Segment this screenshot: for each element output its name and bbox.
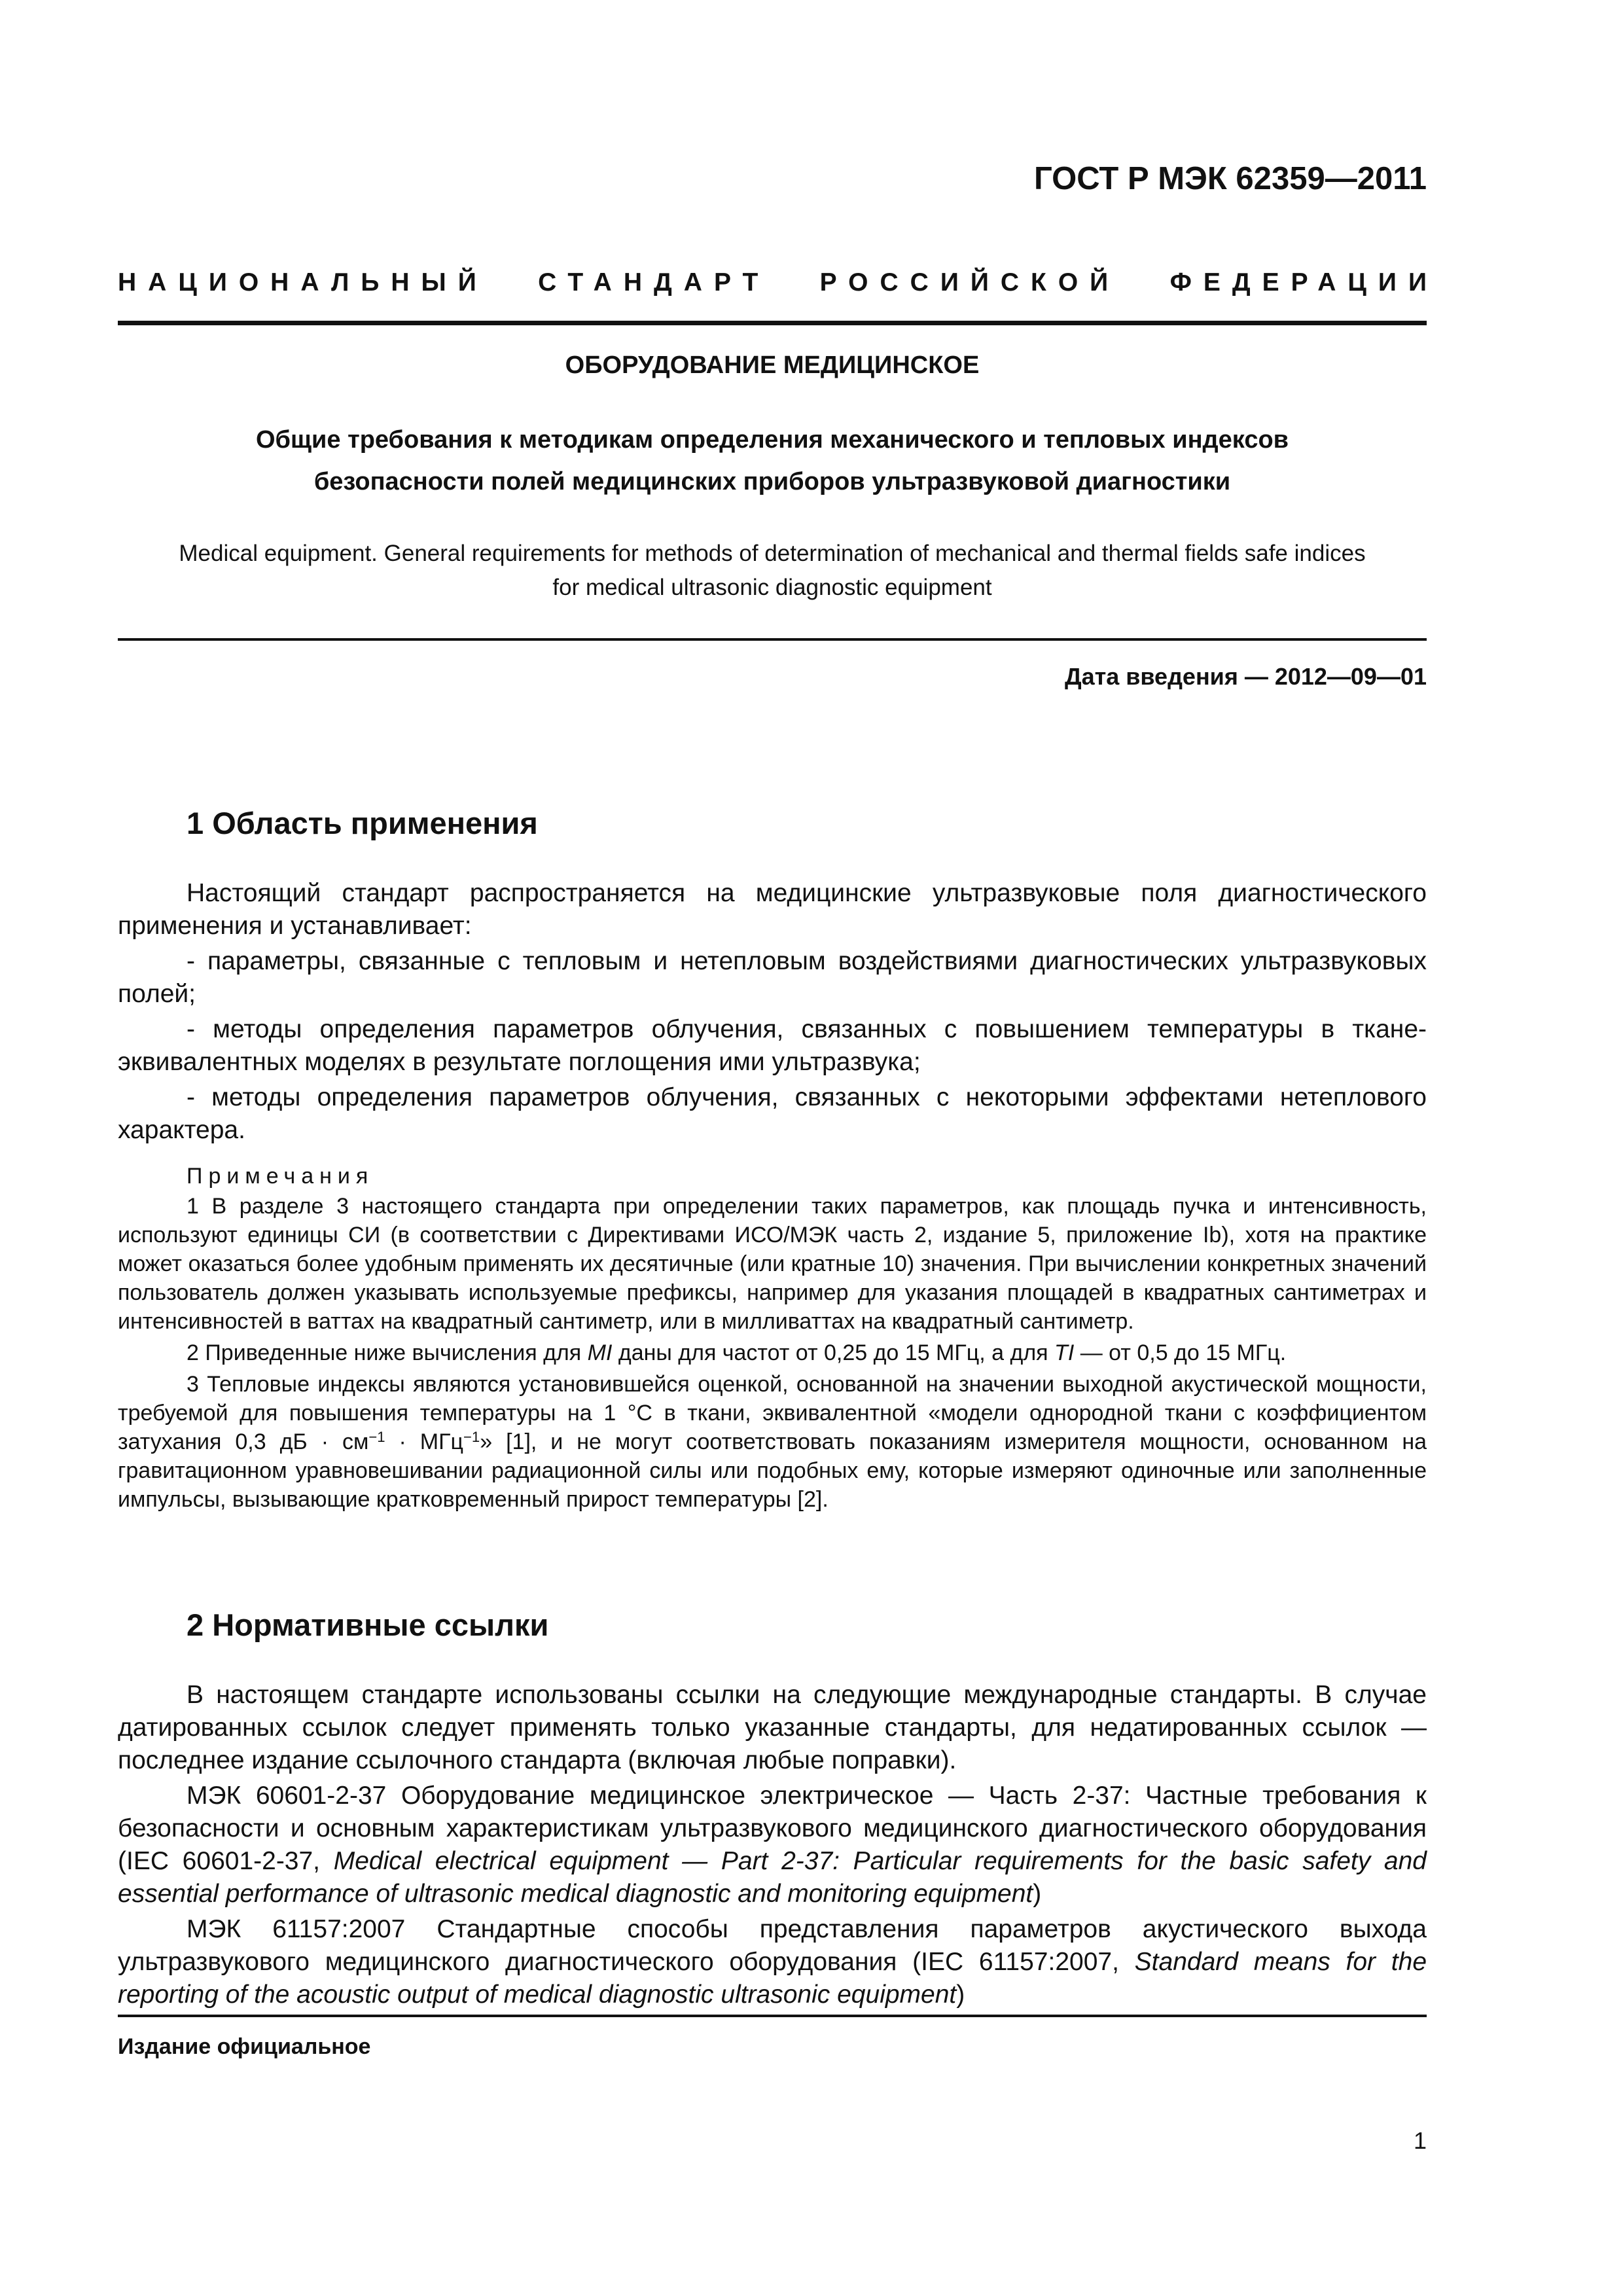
reference-1 bbox=[118, 1780, 1427, 1910]
national-standard-banner bbox=[118, 268, 1438, 297]
english-title-line: for medical ultrasonic diagnostic equipment bbox=[552, 575, 992, 600]
reference-text: МЭК 60601-2-37 Оборудование медицинское электрическое — Часть 2-37: Частные требования к безопасности и основным характеристикам ультразвукового медицинского диагностического оборудования (IEC 60601-2-37, bbox=[118, 1782, 1427, 1875]
section-2-body bbox=[118, 1679, 1427, 2014]
section-2-heading: 2 Нормативные ссылки bbox=[187, 1607, 549, 1642]
banner-word: НАЦИОНАЛЬНЫЙ bbox=[118, 268, 488, 296]
reference-text: ) bbox=[956, 1981, 965, 2009]
section-1-notes bbox=[118, 1162, 1427, 1516]
superscript: −1 bbox=[368, 1428, 385, 1445]
subtitle-line: Общие требования к методикам определения механического и тепловых индексов bbox=[255, 426, 1289, 454]
english-title bbox=[118, 537, 1427, 605]
note-term: TI bbox=[1054, 1340, 1075, 1365]
official-edition-label: Издание официальное bbox=[118, 2034, 371, 2059]
paragraph: Настоящий стандарт распространяется на медицинские ультразвуковые поля диагностического применения и устанавливает: bbox=[118, 879, 1427, 940]
title-divider bbox=[118, 638, 1427, 641]
notes-label: Примечания bbox=[187, 1164, 374, 1189]
reference-text: МЭК 61157:2007 Стандартные способы представления параметров акустического выхода ультразвукового медицинского диагностического оборудования (IEC 61157:2007, bbox=[118, 1915, 1427, 1976]
note-text: даны для частот от 0,25 до 15 МГц, а для bbox=[612, 1340, 1055, 1365]
document-subtitle bbox=[118, 419, 1427, 503]
note-3 bbox=[118, 1370, 1427, 1514]
note-term: MI bbox=[587, 1340, 613, 1365]
banner-word: РОССИЙСКОЙ bbox=[819, 268, 1120, 296]
english-title-line: Medical equipment. General requirements for methods of determination of mechanical and thermal fields safe indices bbox=[179, 541, 1366, 566]
footer-divider bbox=[118, 2015, 1427, 2017]
paragraph: - параметры, связанные с тепловым и нетепловым воздействиями диагностических ультразвуковых полей; bbox=[118, 947, 1427, 1008]
reference-english-title: Standard means for the reporting of the acoustic output of medical diagnostic ultrasonic equipment bbox=[118, 1948, 1427, 2009]
paragraph: - методы определения параметров облучения, связанных с некоторыми эффектами нетеплового характера. bbox=[118, 1083, 1427, 1144]
superscript: −1 bbox=[463, 1428, 480, 1445]
reference-english-title: Medical electrical equipment — Part 2-37: Particular requirements for the basic safety and essential performance of ultrasonic medical diagnostic and monitoring equipment bbox=[118, 1847, 1427, 1908]
note-text: » [1], и не могут соответствовать показаниям измерителя мощности, основанном на гравитационном уравновешивании радиационной силы или подобных ему, которые измеряют одиночные или заполненные импульсы, вызывающие кратковременный прирост температуры [2]. bbox=[118, 1429, 1427, 1512]
banner-word: ФЕДЕРАЦИИ bbox=[1169, 268, 1438, 296]
note-text: 3 Тепловые индексы являются установившейся оценкой, основанной на значении выходной акустической мощности, требуемой для повышения температуры на 1 °С в ткани, эквивалентной «модели однородной ткани с коэффициентом затухания 0,3 дБ · см bbox=[118, 1372, 1427, 1454]
subtitle-line: безопасности полей медицинских приборов ультразвуковой диагностики bbox=[313, 468, 1231, 495]
document-title: ОБОРУДОВАНИЕ МЕДИЦИНСКОЕ bbox=[565, 351, 980, 379]
reference-2 bbox=[118, 1913, 1427, 2011]
paragraph: В настоящем стандарте использованы ссылки на следующие международные стандарты. В случае датированных ссылок следует применять только указанные стандарты, для недатированных ссылок — последнее издание ссылочного стандарта (включая любые поправки). bbox=[118, 1681, 1427, 1774]
section-1-body bbox=[118, 877, 1427, 1149]
note-text: · МГц bbox=[385, 1429, 464, 1454]
note-text: — от 0,5 до 15 МГц. bbox=[1074, 1340, 1287, 1365]
gost-number: ГОСТ Р МЭК 62359—2011 bbox=[1033, 161, 1427, 196]
header-divider bbox=[118, 321, 1427, 325]
reference-text: ) bbox=[1033, 1880, 1042, 1908]
introduction-date: Дата введения — 2012—09—01 bbox=[1064, 663, 1427, 690]
section-1-heading: 1 Область применения bbox=[187, 806, 538, 840]
note-text: 2 Приведенные ниже вычисления для bbox=[187, 1340, 588, 1365]
note-2 bbox=[118, 1338, 1427, 1367]
note-1: 1 В разделе 3 настоящего стандарта при определении таких параметров, как площадь пучка и интенсивность, используют единицы СИ (в соответствии с Директивами ИСО/МЭК часть 2, издание 5, приложение Ib), хотя на практике может оказаться более удобным применять их десятичные (или кратные 10) значения. При вычислении конкретных значений пользователь должен указывать используемые префиксы, например для указания площадей в квадратных сантиметрах и интенсивностей в ваттах на квадратный сантиметр, или в милливаттах на квадратный сантиметр. bbox=[118, 1194, 1427, 1334]
page-number: 1 bbox=[1413, 2127, 1427, 2154]
paragraph: - методы определения параметров облучения, связанных с повышением температуры в ткане-эквивалентных моделях в результате поглощения ими ультразвука; bbox=[118, 1015, 1427, 1076]
banner-word: СТАНДАРТ bbox=[538, 268, 770, 296]
